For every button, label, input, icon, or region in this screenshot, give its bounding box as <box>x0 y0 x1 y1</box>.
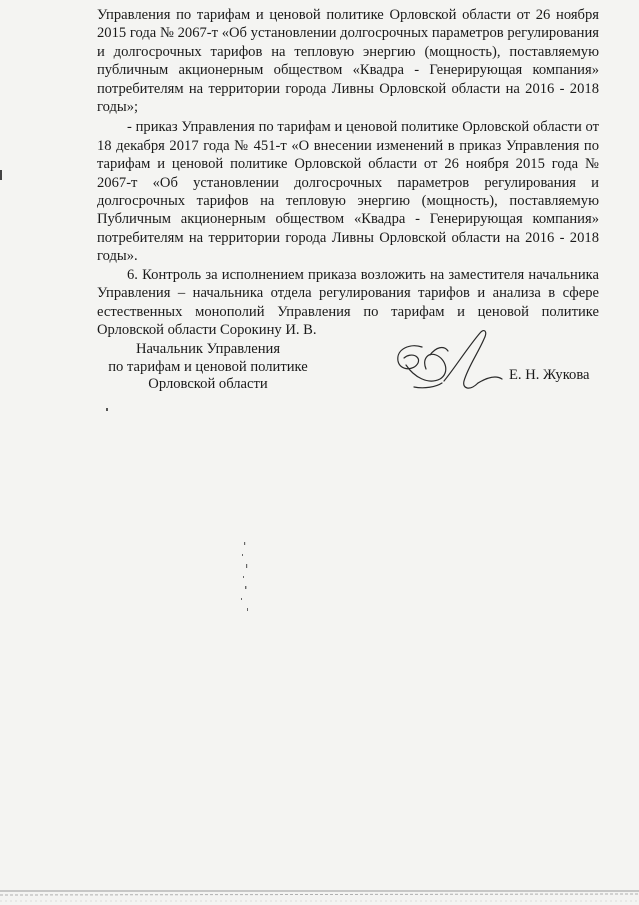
paragraph-control-clause: 6. Контроль за исполнением приказа возложить на заместителя начальника Управления – начальника отдела регулирования тарифов и анализа в сфере естественных монополий Управления по тарифам и ценовой политике Орловской области Сорокину И. В. <box>97 266 599 338</box>
scan-edge <box>0 883 639 905</box>
handwritten-signature <box>384 325 504 400</box>
signatory-position-line: Орловской области <box>148 376 268 392</box>
paragraph-order-reference: Управления по тарифам и ценовой политике Орловской области от 26 ноября 2015 года № 2067-т «Об установлении долгосрочных параметров регулирования и долгосрочных тарифов на тепловую энергию (мощность), поставляемую публичным акционерным обществом «Квадра - Генерирующая компания» потребителям на территории города Ливны Орловской области на 2016 - 2018 годы»; <box>97 7 599 116</box>
signatory-position-line: Начальник Управления <box>135 341 281 357</box>
document-body <box>97 6 599 339</box>
scan-mark <box>0 170 2 180</box>
signatory-position <box>97 341 319 394</box>
scan-specks <box>236 540 256 620</box>
paragraph-order-amendment: - приказ Управления по тарифам и ценовой политике Орловской области от 18 декабря 2017 года № 451-т «О внесении изменений в приказ Управления по тарифам и ценовой политике Орловской области от 26 ноября 2015 года № 2067-т «Об установлении долгосрочных параметров регулирования и долгосрочных тарифов на тепловую энергию (мощность), поставляемую Публичным акционерным обществом «Квадра - Генерирующая компания» потребителям на территории города Ливны Орловской области на 2016 - 2018 годы». <box>97 119 599 265</box>
signer-name: Е. Н. Жукова <box>509 367 590 383</box>
signatory-position-line: по тарифам и ценовой политике <box>108 358 308 375</box>
scan-speck <box>106 408 108 411</box>
